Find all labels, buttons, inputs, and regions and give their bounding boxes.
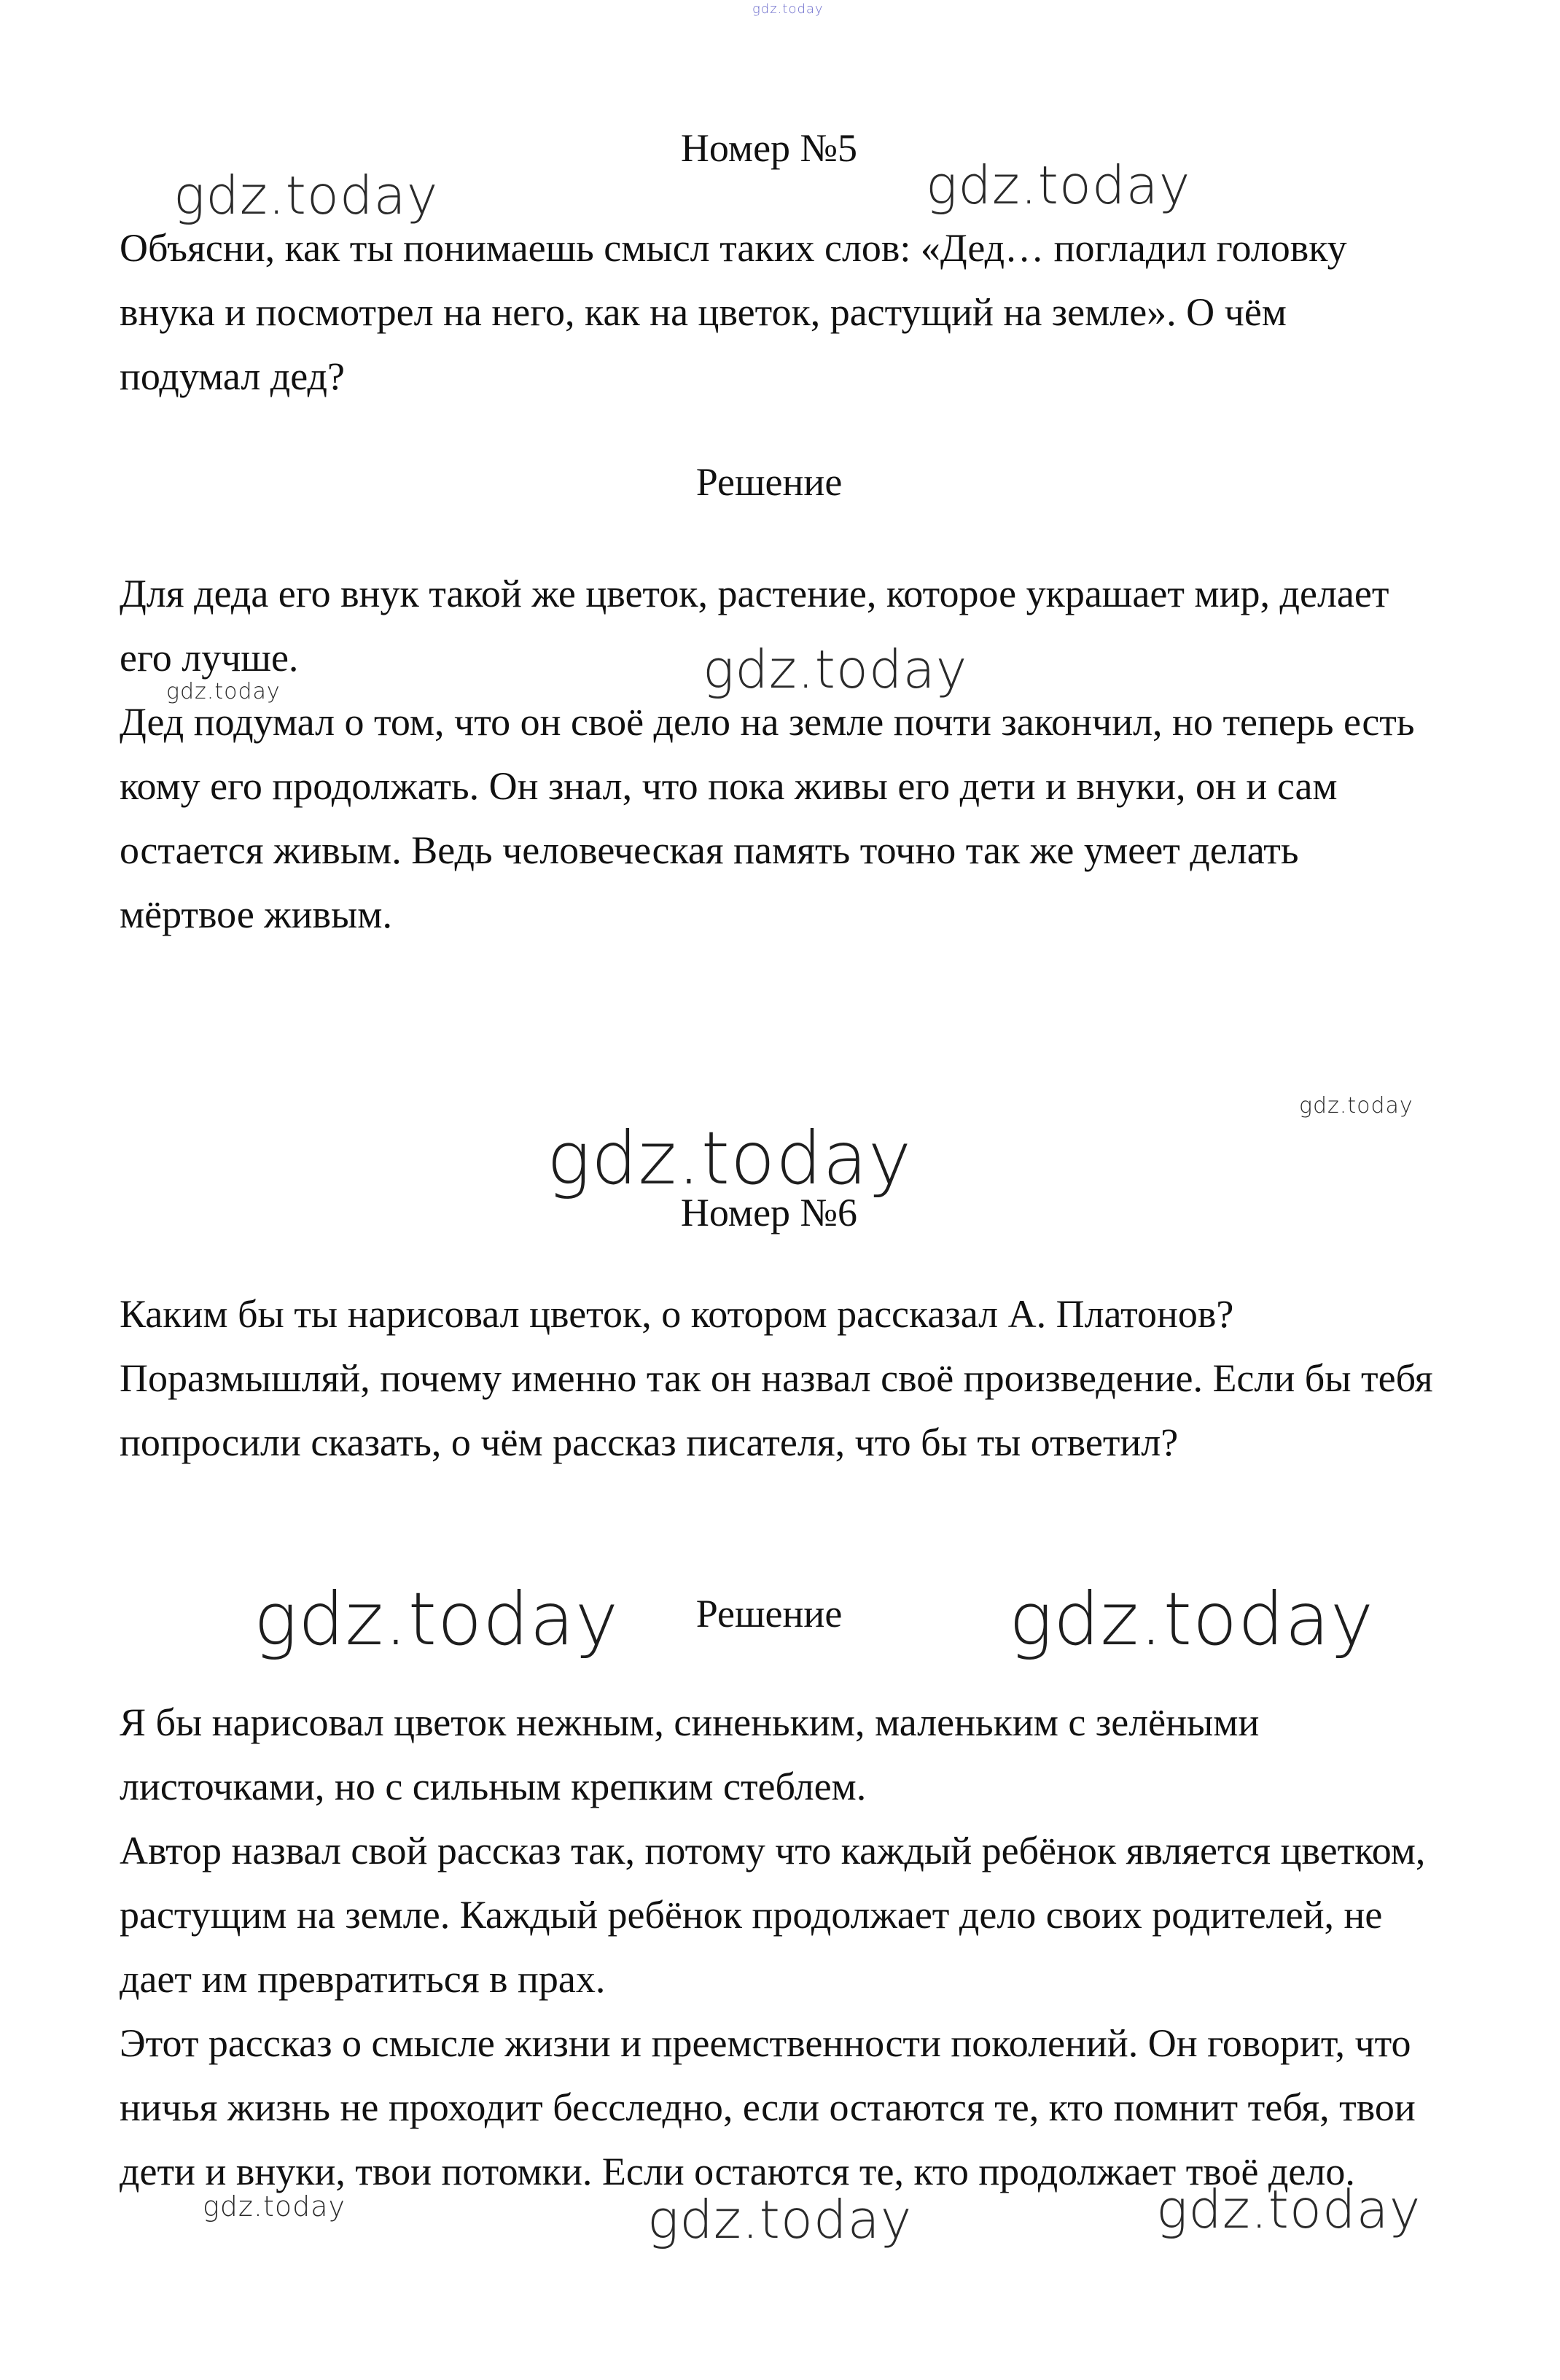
watermark: gdz.today (1299, 1093, 1413, 1119)
section-6-solution-label: Решение (695, 1592, 843, 1636)
watermark: gdz.today (254, 1576, 620, 1662)
watermark: gdz.today (173, 165, 439, 226)
section-5-question: Объясни, как ты понимаешь смысл таких слов: «Дед… погладил головку внука и посмотрел на него, как на цветок, растущий на земле». О чём подумал дед? (120, 226, 1347, 398)
section-5-answer-paragraph: Дед подумал о том, что он своё дело на земле почти закончил, но теперь есть кому его продолжать. Он знал, что пока живы его дети и внуки, он и сам остается живым. Ведь человеческая память точно так же умеет делать мёртвое живым. (120, 700, 1415, 936)
section-6-question: Каким бы ты нарисовал цветок, о котором рассказал А. Платонов? Поразмышляй, почему именно так он назвал своё произведение. Если бы тебя попросили сказать, о чём рассказ писателя, что бы ты ответил? (120, 1292, 1433, 1464)
watermark: gdz.today (926, 155, 1191, 216)
section-5-title: Номер №5 (680, 126, 858, 170)
watermark: gdz.today (703, 639, 968, 700)
section-6-answer (120, 1690, 1454, 2204)
section-6-title: Номер №6 (680, 1191, 858, 1234)
watermark: gdz.today (1156, 2179, 1421, 2240)
watermark: gdz.today (1009, 1576, 1375, 1662)
section-5-answer (120, 561, 1432, 946)
section-6-answer-paragraph: Я бы нарисовал цветок нежным, синеньким, маленьким с зелёными листочками, но с сильным крепким стеблем. (120, 1700, 1260, 1808)
watermark: gdz.today (647, 2189, 913, 2250)
watermark: gdz.today (166, 679, 281, 704)
section-6-answer-paragraph: Этот рассказ о смысле жизни и преемственности поколений. Он говорит, что ничья жизнь не проходит бесследно, если остаются те, кто помнит тебя, твои дети и внуки, твои потомки. Если остаются те, кто продолжает твоё дело. (120, 2021, 1416, 2193)
watermark: gdz.today (547, 1116, 913, 1201)
section-5-answer-paragraph: Для деда его внук такой же цветок, растение, которое украшает мир, делает его лучше. (120, 572, 1389, 680)
watermark: gdz.today (203, 2190, 346, 2222)
section-6-answer-paragraph: Автор назвал свой рассказ так, потому что каждый ребёнок является цветком, растущим на земле. Каждый ребёнок продолжает дело своих родителей, не дает им превратиться в прах. (120, 1829, 1426, 2001)
section-5-solution-label: Решение (695, 460, 843, 504)
watermark: gdz.today (752, 1, 824, 17)
